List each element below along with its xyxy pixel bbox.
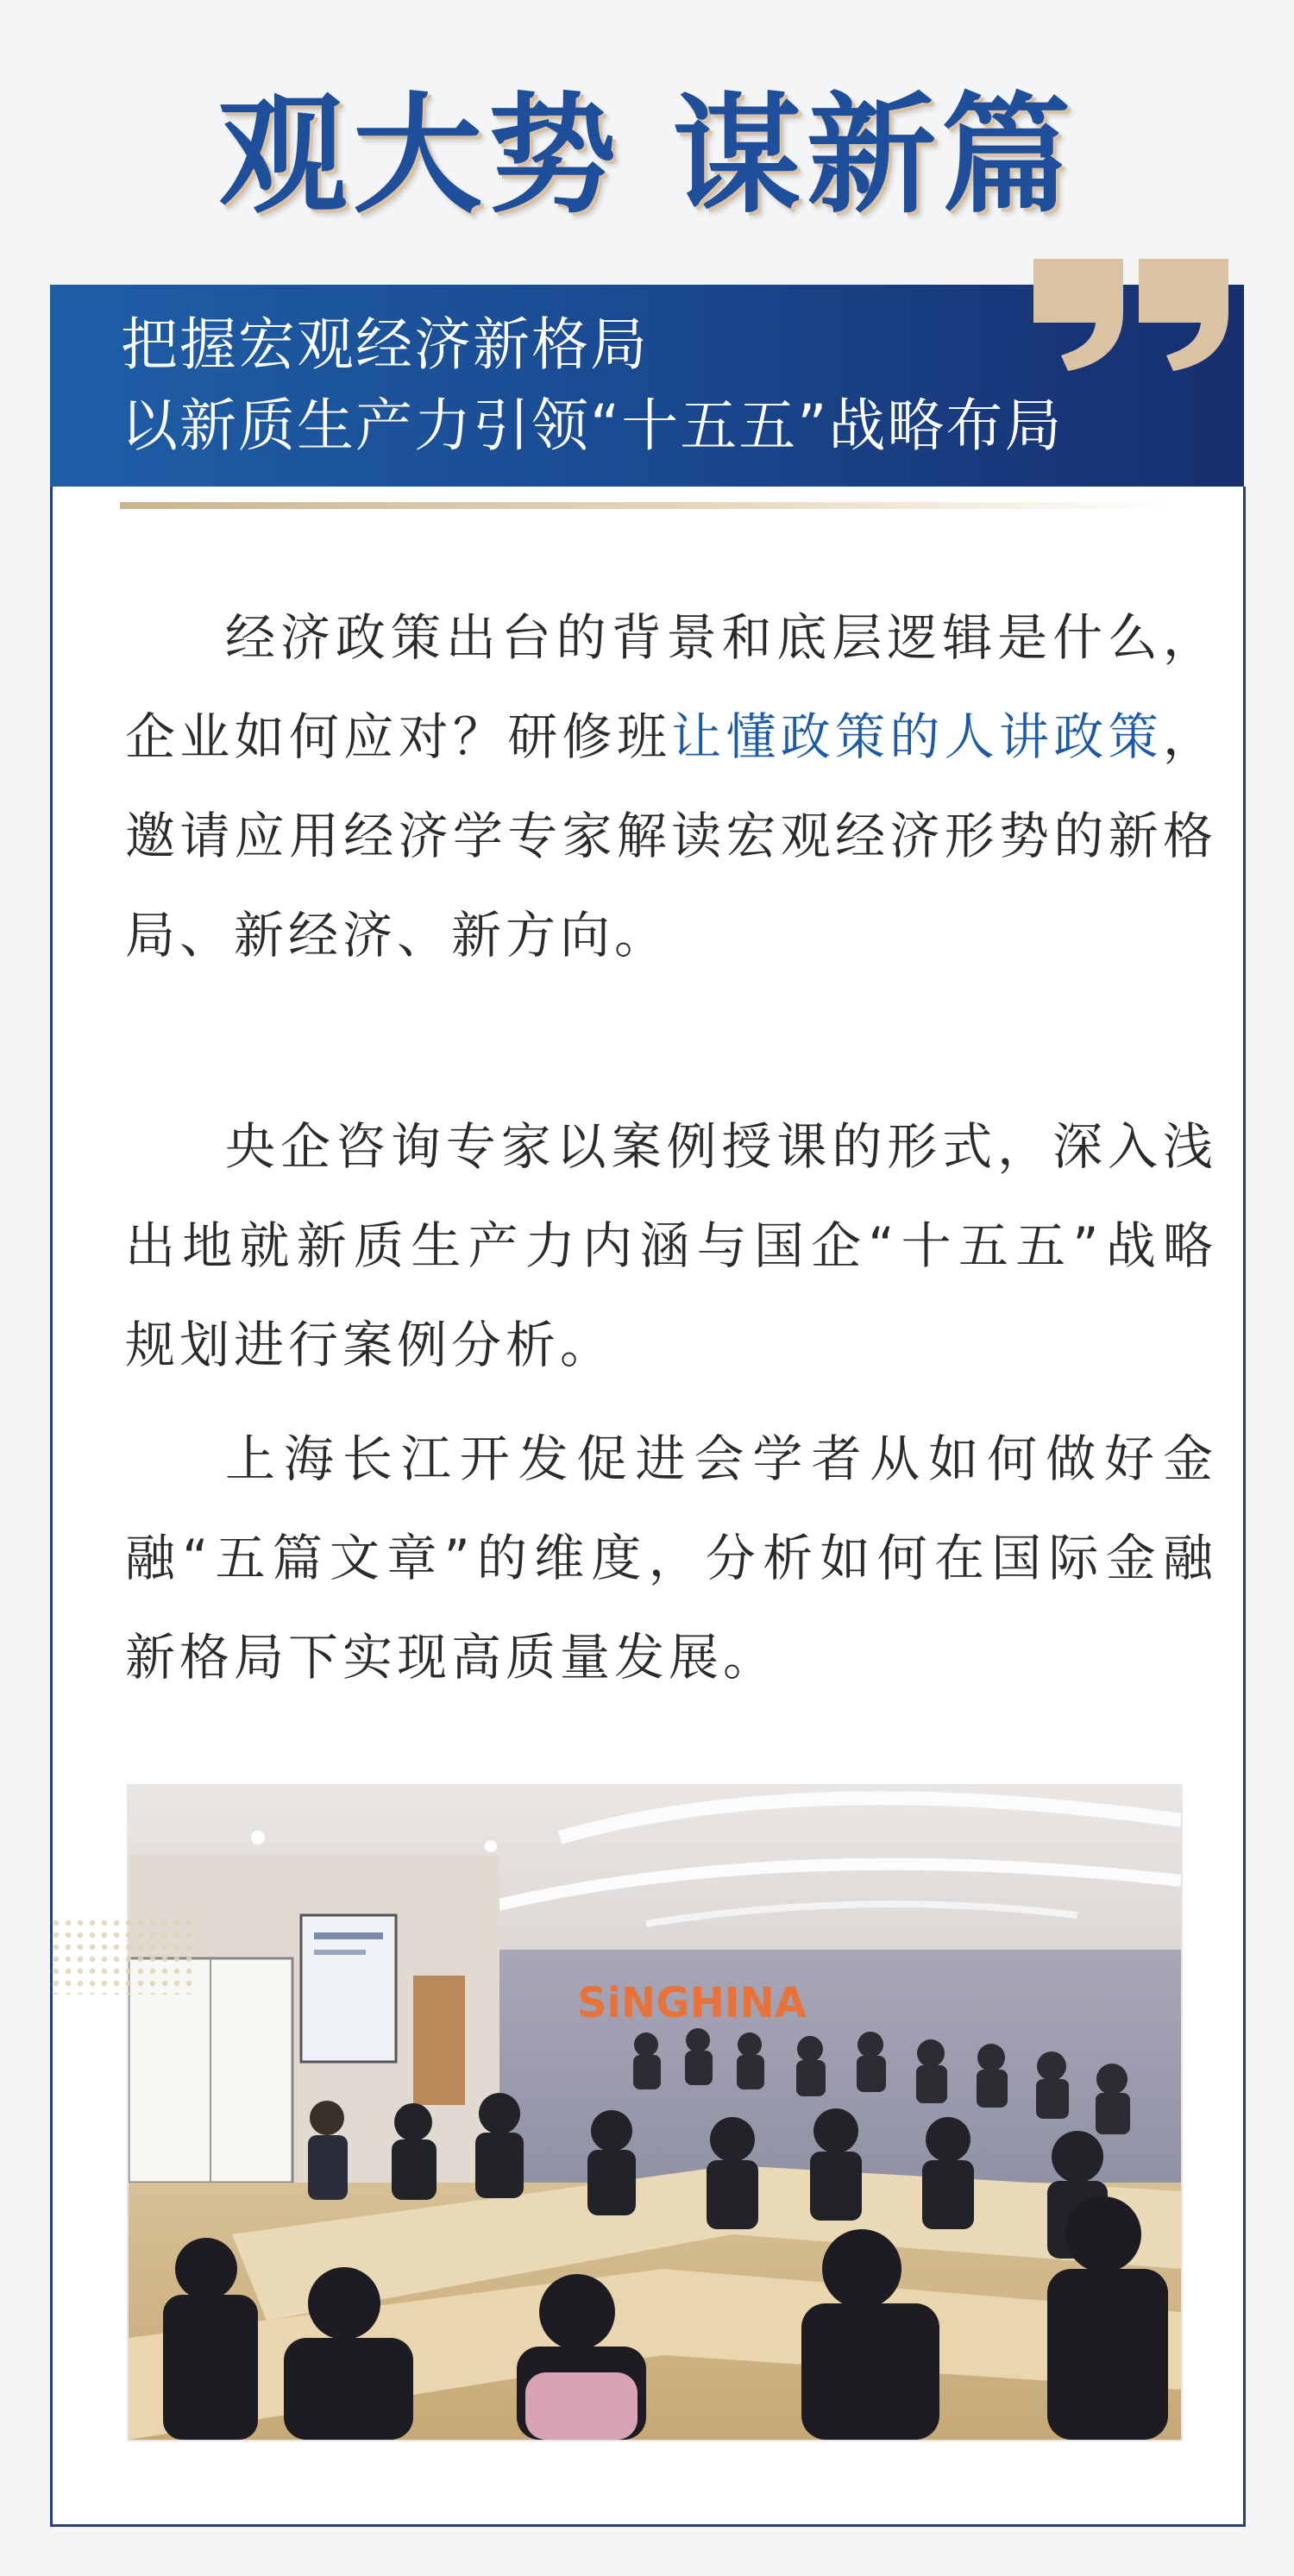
- paragraph-case-study: 央企咨询专家以案例授课的形式，深入浅出地就新质生产力内涵与国企“十五五”战略规划进行案例分析。: [125, 1117, 1217, 1374]
- closing-quote-icon: [1132, 259, 1235, 371]
- highlight-text: 让懂政策的人讲政策: [671, 707, 1163, 766]
- divider: [120, 502, 1172, 509]
- page-title: 观大势 谋新篇: [217, 79, 1077, 231]
- section-banner: [50, 285, 1244, 487]
- paragraph-finance: 上海长江开发促进会学者从如何做好金融“五篇文章”的维度，分析如何在国际金融新格局下实现高质量发展。: [125, 1429, 1217, 1687]
- banner-title-line-2: 以新质生产力引领“十五五”战略布局: [121, 393, 1064, 459]
- paragraph-text: 经济政策出台的背景和底层逻辑是什么，企业如何应对？研修班: [125, 608, 1217, 766]
- paragraph-text: ，邀请应用经济学专家解读宏观经济形势的新格局、新经济、新方向。: [125, 707, 1217, 964]
- classroom-photo: [127, 1784, 1183, 2441]
- wall-sign-text: SiNGHINA: [577, 1979, 807, 2027]
- article-card: [50, 487, 1246, 2527]
- closing-quote-icon: [1027, 259, 1130, 371]
- banner-title-line-1: 把握宏观经济新格局: [121, 311, 649, 378]
- paragraph-policy: [125, 588, 1217, 985]
- decorative-dot-pattern: [50, 1917, 197, 1995]
